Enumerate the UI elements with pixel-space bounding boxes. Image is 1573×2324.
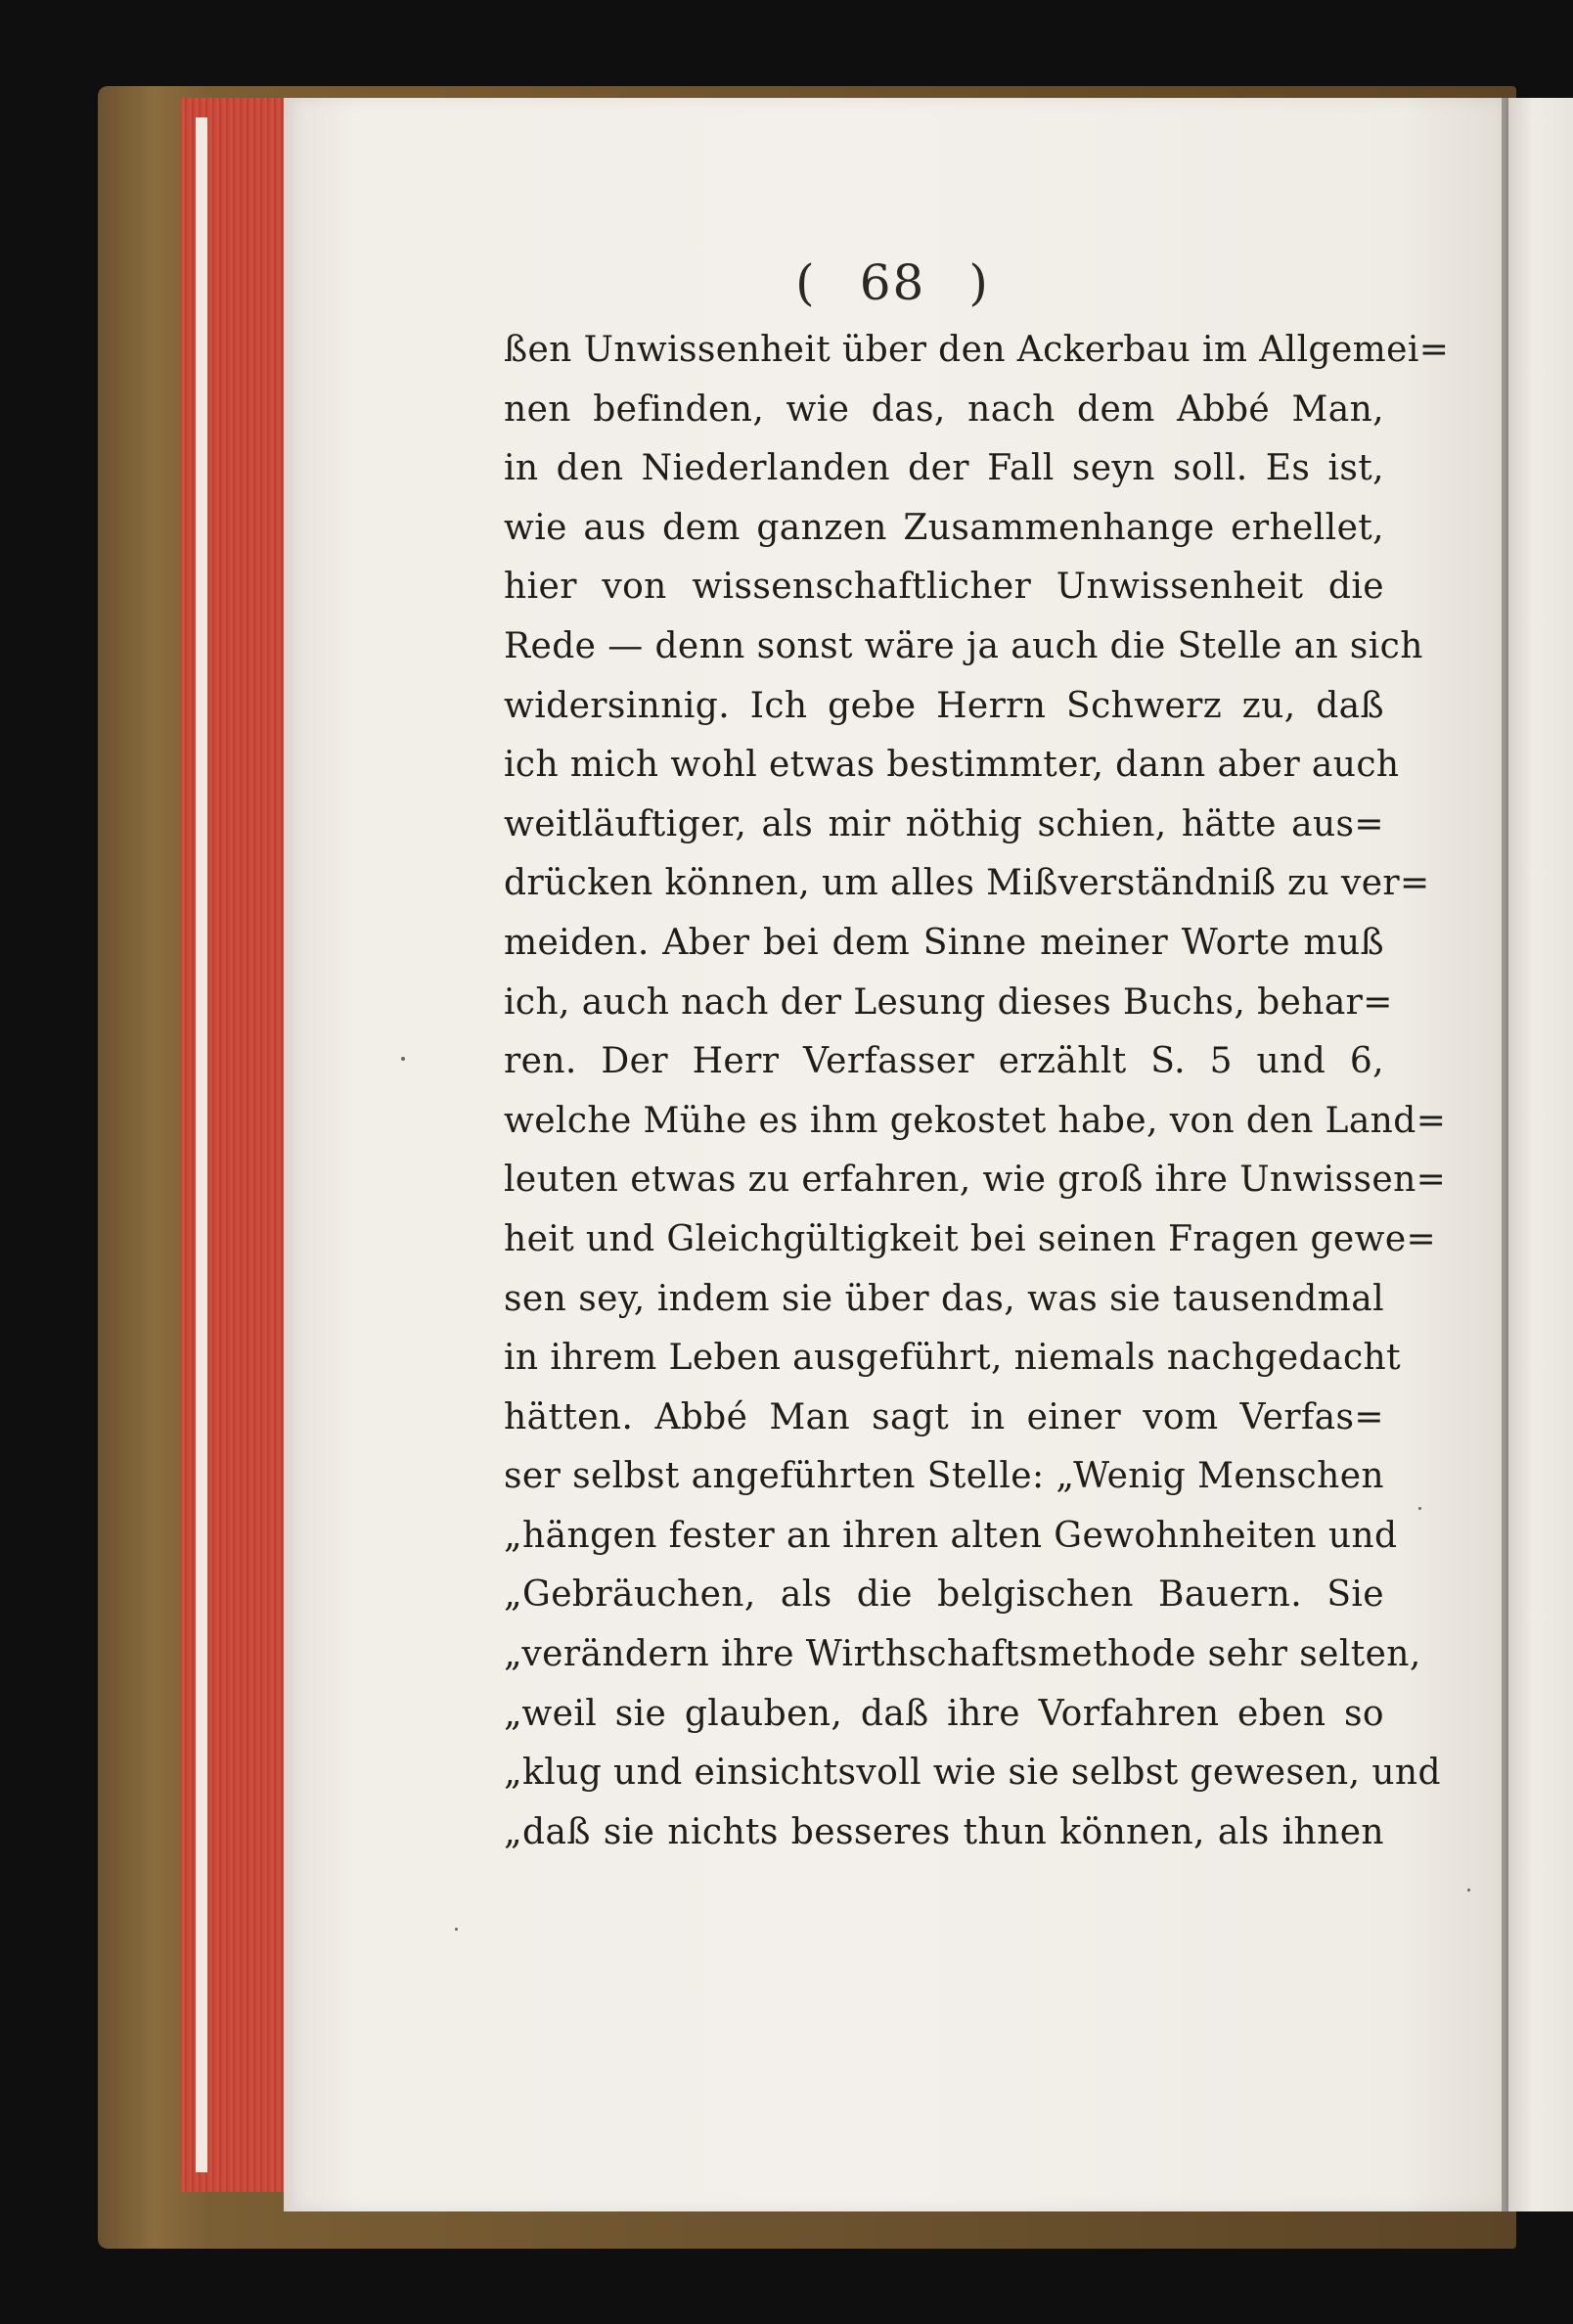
text-line: in den Niederlanden der Fall seyn soll. Es ist,: [504, 448, 1384, 489]
text-line: widersinnig. Ich gebe Herrn Schwerz zu, daß: [504, 685, 1384, 726]
page-number-close-paren: ): [968, 254, 990, 311]
text-line: ser selbst angeführten Stelle: „Wenig Menschen: [504, 1456, 1384, 1497]
text-line: leuten etwas zu erfahren, wie groß ihre Unwissen=: [504, 1160, 1447, 1201]
text-line: „Gebräuchen, als die belgischen Bauern. Sie: [504, 1574, 1384, 1616]
text-line: heit und Gleichgültigkeit bei seinen Fragen gewe=: [504, 1218, 1437, 1259]
page-number-open-paren: (: [795, 254, 817, 311]
text-line: „weil sie glauben, daß ihre Vorfahren eben so: [504, 1693, 1384, 1734]
text-line: ren. Der Herr Verfasser erzählt S. 5 und 6,: [504, 1041, 1384, 1082]
paper-speck: [401, 1057, 405, 1061]
text-line: nen befinden, wie das, nach dem Abbé Man,: [504, 388, 1384, 430]
text-line: weitläuftiger, als mir nöthig schien, hätte aus=: [504, 803, 1384, 844]
text-line: ich, auch nach der Lesung dieses Buchs, behar=: [504, 981, 1393, 1023]
paper-speck: [1467, 1889, 1470, 1891]
text-line: drücken können, um alles Mißverständniß zu ver=: [504, 863, 1430, 904]
text-line: welche Mühe es ihm gekostet habe, von den Land=: [504, 1100, 1447, 1141]
text-line: Rede — denn sonst wäre ja auch die Stelle an sich: [504, 625, 1423, 666]
text-line: „klug und einsichtsvoll wie sie selbst gewesen, und: [504, 1753, 1441, 1794]
text-line: „verändern ihre Wirthschaftsmethode sehr selten,: [504, 1634, 1421, 1675]
page-number: [284, 254, 1502, 311]
text-line: hier von wissenschaftlicher Unwissenheit die: [504, 567, 1384, 608]
text-line: hätten. Abbé Man sagt in einer vom Verfas=: [504, 1396, 1384, 1437]
text-line: „hängen fester an ihren alten Gewohnheiten und: [504, 1515, 1398, 1556]
text-line: sen sey, indem sie über das, was sie tausendmal: [504, 1278, 1384, 1319]
page-number-value: 68: [859, 254, 926, 311]
paper-speck: [455, 1928, 458, 1931]
book-page: [284, 98, 1502, 2211]
next-page-edge: [1502, 98, 1573, 2211]
text-line: ich mich wohl etwas bestimmter, dann aber auch: [504, 745, 1400, 786]
text-line: ßen Unwissenheit über den Ackerbau im Allgemei=: [504, 330, 1450, 370]
text-line: „daß sie nichts besseres thun können, als ihnen: [504, 1811, 1384, 1852]
body-text: [504, 321, 1450, 1862]
text-line: in ihrem Leben ausgeführt, niemals nachgedacht: [504, 1338, 1401, 1379]
text-line: wie aus dem ganzen Zusammenhange erhellet,: [504, 507, 1384, 548]
text-line: meiden. Aber bei dem Sinne meiner Worte muß: [504, 922, 1384, 963]
paper-speck: [1418, 1507, 1421, 1510]
page-edge-highlight: [196, 117, 207, 2172]
